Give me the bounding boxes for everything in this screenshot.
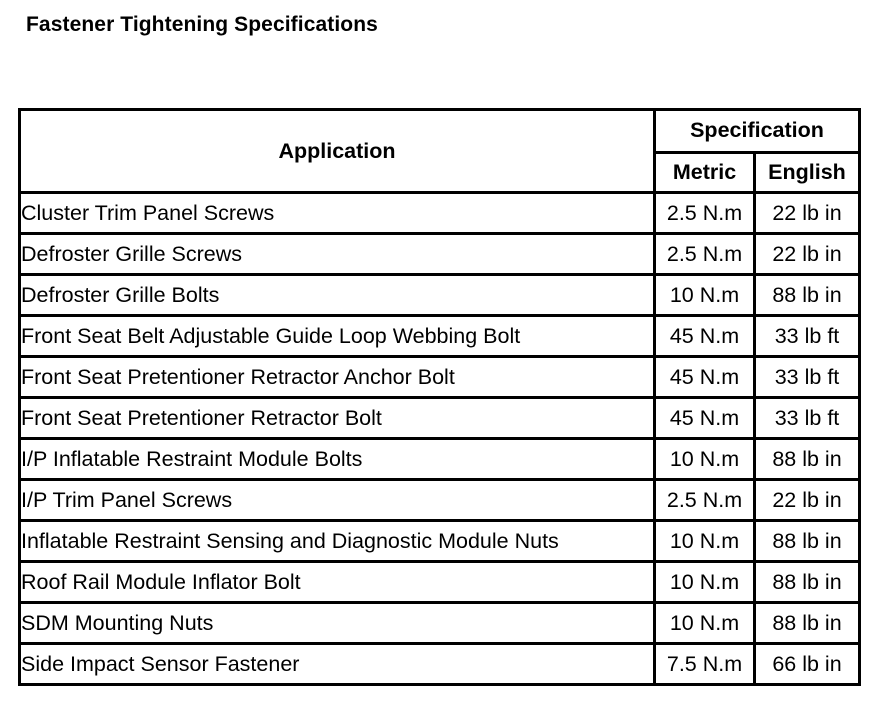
english-cell: 88 lb in	[756, 440, 858, 481]
application-cell: Front Seat Belt Adjustable Guide Loop Webbing Bolt	[21, 317, 656, 358]
application-cell: Defroster Grille Screws	[21, 235, 656, 276]
application-cell: I/P Inflatable Restraint Module Bolts	[21, 440, 656, 481]
table-row	[21, 358, 858, 399]
application-cell: Front Seat Pretentioner Retractor Anchor Bolt	[21, 358, 656, 399]
english-cell: 33 lb ft	[756, 317, 858, 358]
application-cell: Inflatable Restraint Sensing and Diagnostic Module Nuts	[21, 522, 656, 563]
metric-cell: 10 N.m	[656, 563, 756, 604]
table-row	[21, 194, 858, 235]
english-cell: 88 lb in	[756, 276, 858, 317]
english-cell: 22 lb in	[756, 481, 858, 522]
metric-cell: 45 N.m	[656, 358, 756, 399]
application-cell: Cluster Trim Panel Screws	[21, 194, 656, 235]
english-cell: 88 lb in	[756, 604, 858, 645]
table-row	[21, 481, 858, 522]
metric-cell: 10 N.m	[656, 522, 756, 563]
table-row	[21, 399, 858, 440]
page-title: Fastener Tightening Specifications	[26, 13, 378, 36]
header-metric: Metric	[656, 154, 756, 195]
metric-cell: 2.5 N.m	[656, 481, 756, 522]
metric-cell: 45 N.m	[656, 399, 756, 440]
header-application: Application	[21, 111, 656, 194]
application-cell: Roof Rail Module Inflator Bolt	[21, 563, 656, 604]
table-row	[21, 604, 858, 645]
table-row	[21, 317, 858, 358]
application-cell: Front Seat Pretentioner Retractor Bolt	[21, 399, 656, 440]
english-cell: 88 lb in	[756, 522, 858, 563]
table-row	[21, 235, 858, 276]
table-row	[21, 563, 858, 604]
metric-cell: 10 N.m	[656, 276, 756, 317]
header-english: English	[756, 154, 858, 195]
application-cell: SDM Mounting Nuts	[21, 604, 656, 645]
table-row	[21, 276, 858, 317]
metric-cell: 7.5 N.m	[656, 645, 756, 683]
english-cell: 22 lb in	[756, 235, 858, 276]
metric-cell: 10 N.m	[656, 440, 756, 481]
english-cell: 88 lb in	[756, 563, 858, 604]
application-cell: Side Impact Sensor Fastener	[21, 645, 656, 683]
metric-cell: 10 N.m	[656, 604, 756, 645]
english-cell: 33 lb ft	[756, 358, 858, 399]
application-cell: Defroster Grille Bolts	[21, 276, 656, 317]
application-cell: I/P Trim Panel Screws	[21, 481, 656, 522]
table-row	[21, 645, 858, 683]
english-cell: 66 lb in	[772, 651, 842, 676]
header-specification: Specification	[656, 111, 858, 154]
english-cell: 22 lb in	[756, 194, 858, 235]
table-row	[21, 440, 858, 481]
metric-cell: 45 N.m	[656, 317, 756, 358]
table-row	[21, 522, 858, 563]
metric-cell: 2.5 N.m	[656, 235, 756, 276]
metric-cell: 2.5 N.m	[656, 194, 756, 235]
specification-table	[18, 108, 861, 686]
english-cell: 33 lb ft	[756, 399, 858, 440]
